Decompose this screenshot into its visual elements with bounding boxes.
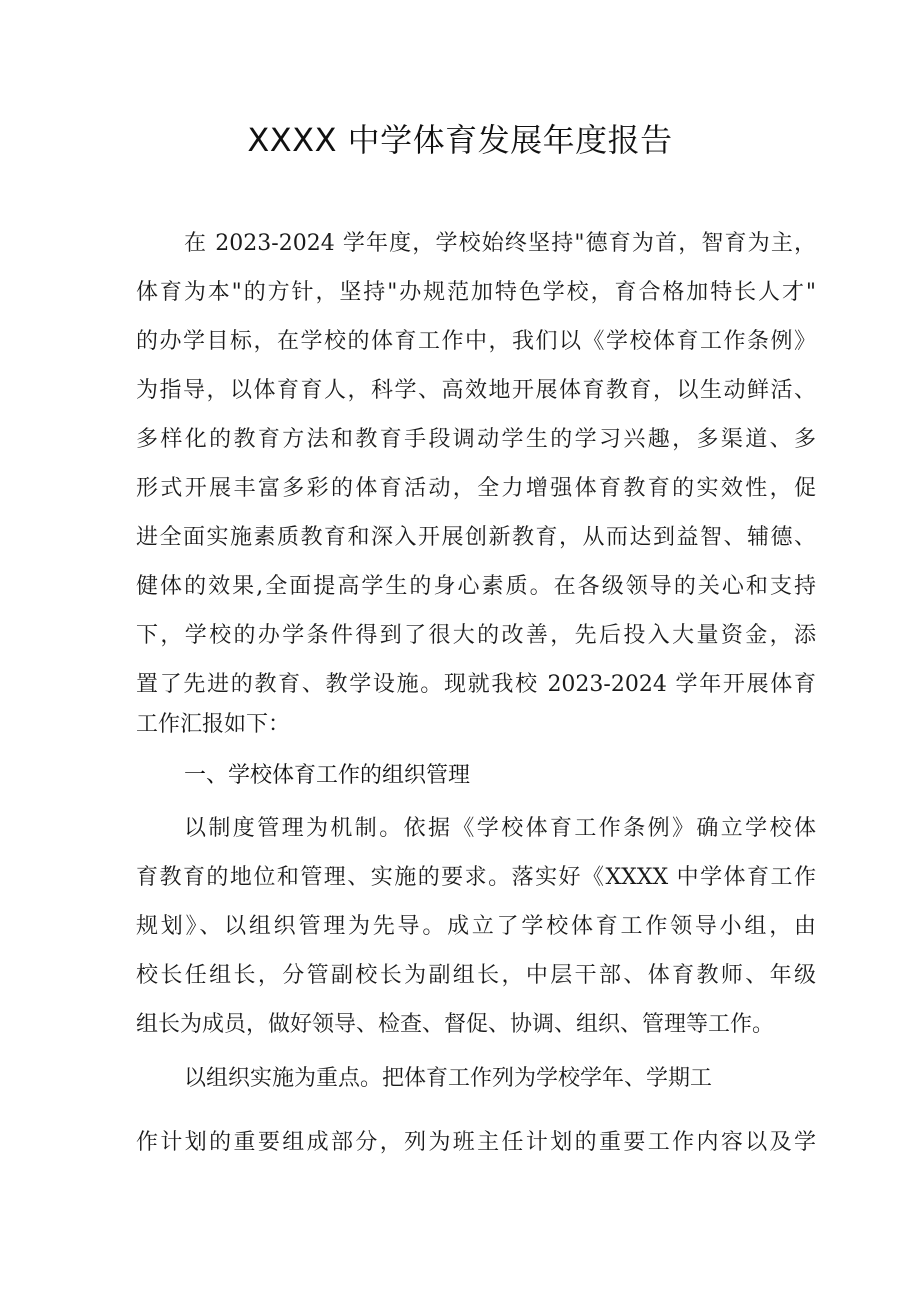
- section-heading: 一、学校体育工作的组织管理: [184, 763, 471, 788]
- intro-line: 下，学校的办学条件得到了很大的改善，先后投入大量资金，添: [136, 623, 816, 648]
- intro-line: 的办学目标，在学校的体育工作中，我们以《学校体育工作条例》: [136, 329, 816, 354]
- intro-line: 置了先进的教育、教学设施。现就我校 2023-2024 学年开展体育: [136, 672, 816, 697]
- intro-line: 工作汇报如下：: [136, 712, 291, 737]
- paragraph-line: 校长任组长，分管副校长为副组长，中层干部、体育教师、年级: [136, 963, 816, 988]
- intro-line: 为指导，以体育育人，科学、高效地开展体育教育，以生动鲜活、: [136, 378, 816, 403]
- paragraph-line: 组长为成员，做好领导、检查、督促、协调、组织、管理等工作。: [136, 1012, 775, 1037]
- intro-line: 形式开展丰富多彩的体育活动，全力增强体育教育的实效性，促: [136, 476, 816, 501]
- paragraph-line: 作计划的重要组成部分，列为班主任计划的重要工作内容以及学: [136, 1130, 816, 1155]
- paragraph-line: 以制度管理为机制。依据《学校体育工作条例》确立学校体: [184, 816, 816, 841]
- intro-line: 多样化的教育方法和教育手段调动学生的学习兴趣，多渠道、多: [136, 427, 816, 452]
- intro-line: 进全面实施素质教育和深入开展创新教育，从而达到益智、辅德、: [136, 525, 816, 550]
- intro-line: 在 2023-2024 学年度，学校始终坚持"德育为首，智育为主，: [184, 231, 816, 256]
- paragraph-line: 规划》、以组织管理为先导。成立了学校体育工作领导小组，由: [136, 914, 816, 939]
- paragraph-line: 以组织实施为重点。把体育工作列为学校学年、学期工: [184, 1066, 713, 1091]
- intro-line: 体育为本"的方针，坚持"办规范加特色学校，育合格加特长人才": [136, 280, 816, 305]
- document-title: XXXX 中学体育发展年度报告: [247, 121, 673, 159]
- intro-line: 健体的效果,全面提高学生的身心素质。在各级领导的关心和支持: [136, 574, 816, 599]
- paragraph-line: 育教育的地位和管理、实施的要求。落实好《XXXX 中学体育工作: [136, 865, 816, 890]
